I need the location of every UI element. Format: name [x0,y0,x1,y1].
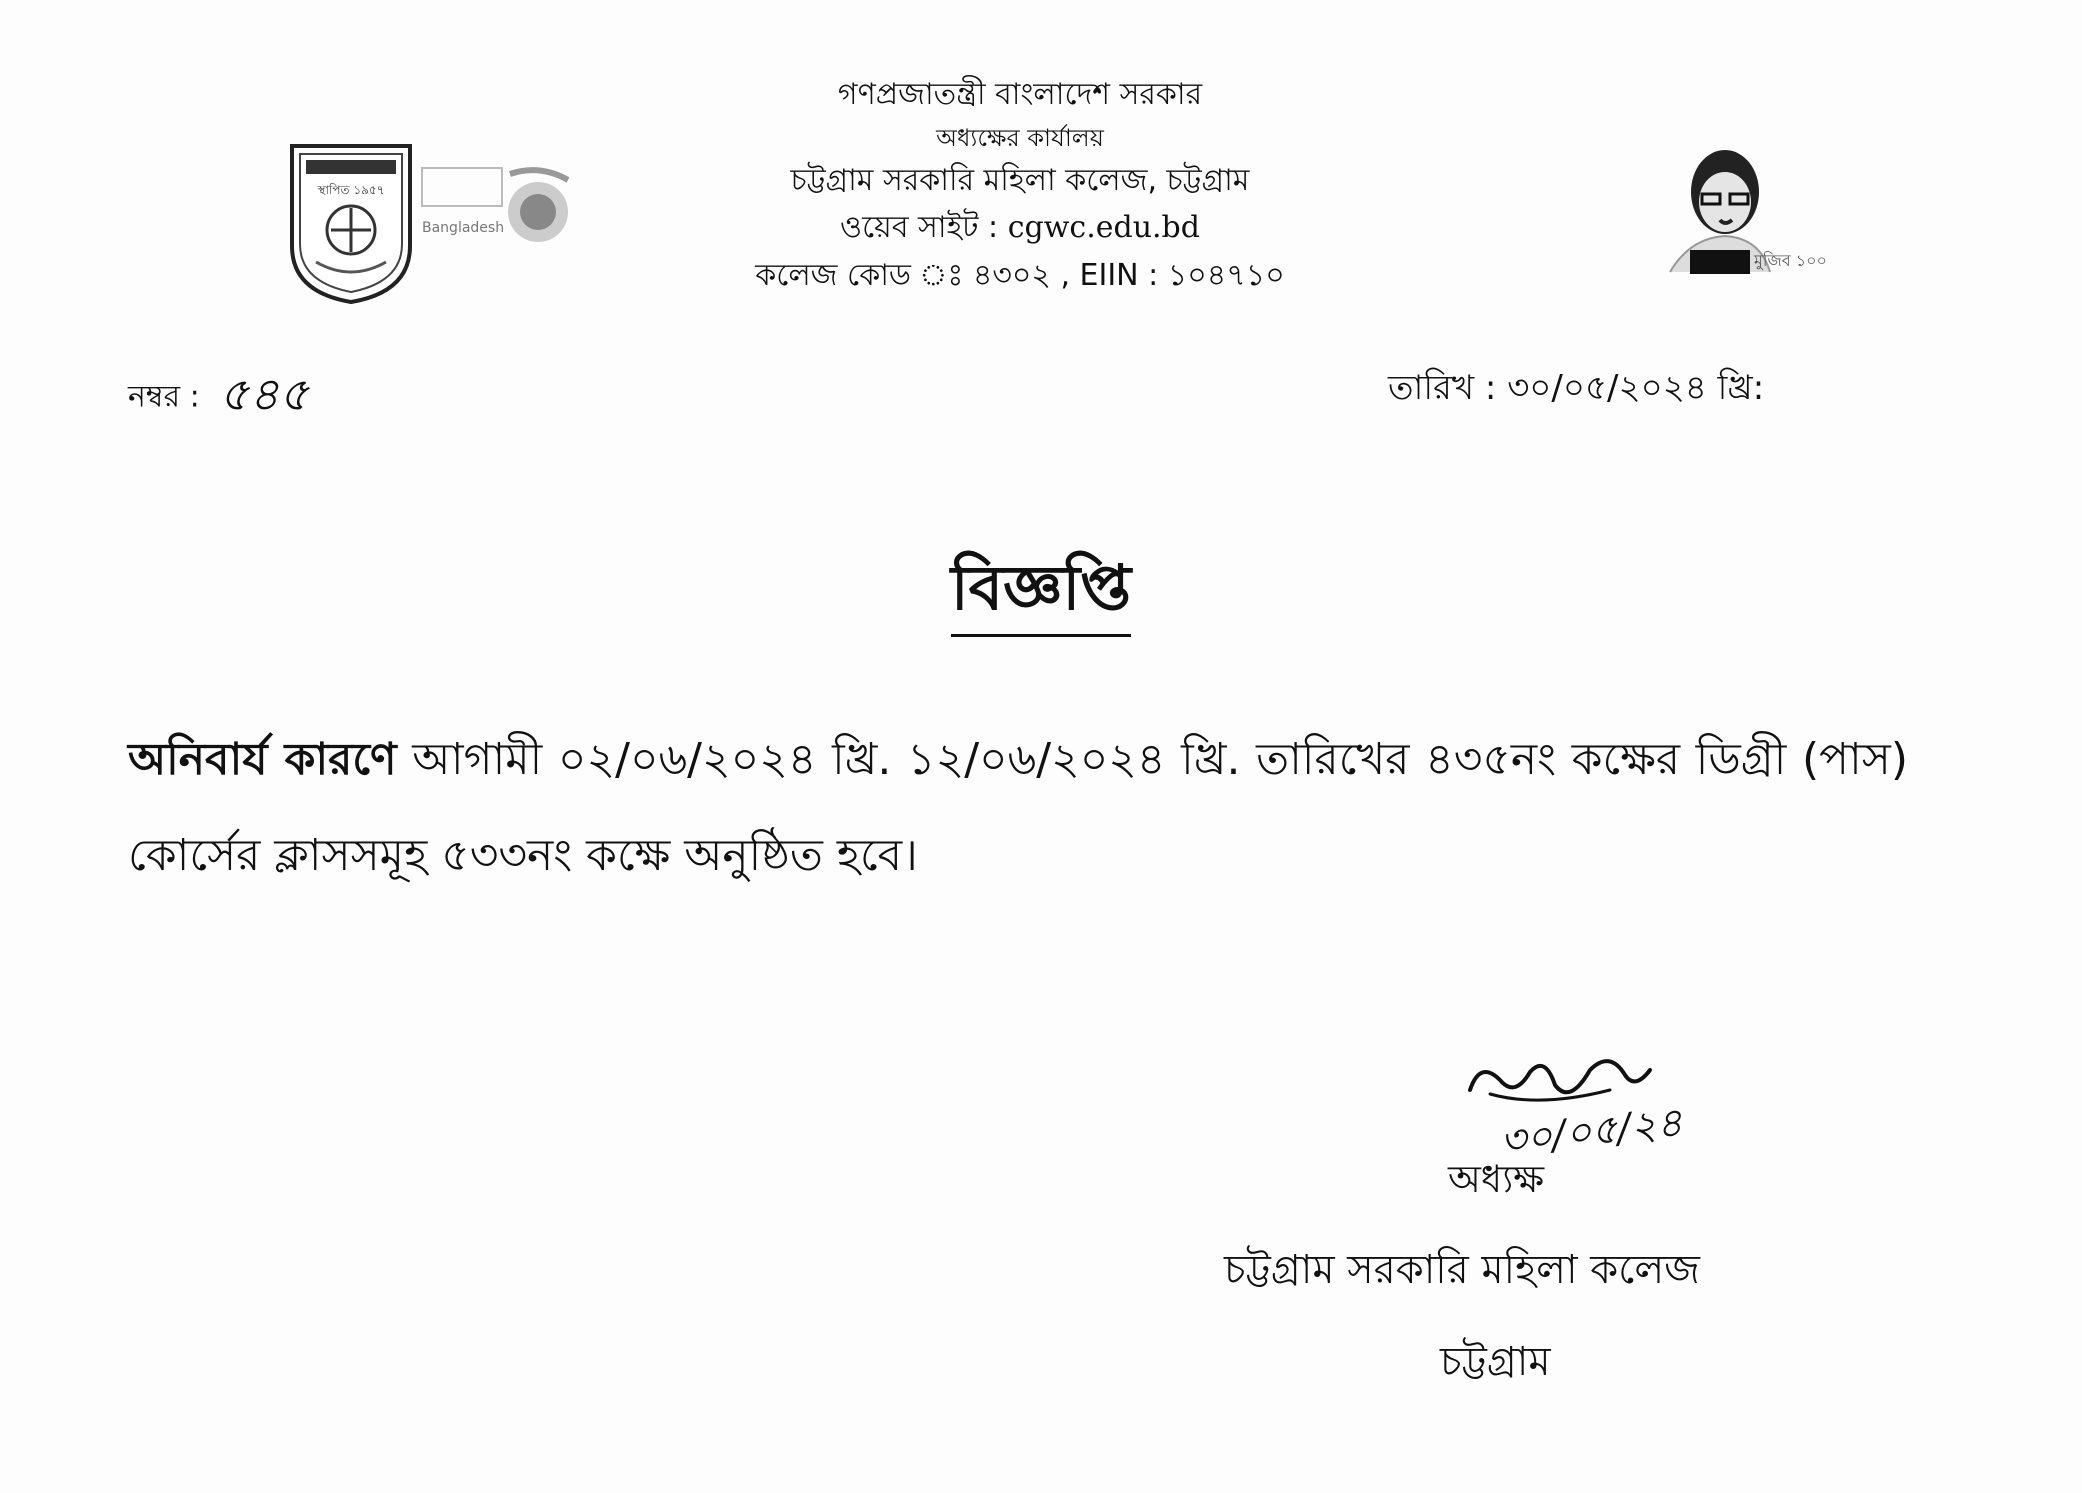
svg-text:স্থাপিত ১৯৫৭: স্থাপিত ১৯৫৭ [317,183,385,197]
notice-body [128,712,1908,904]
notice-text: আগামী ০২/০৬/২০২৪ খ্রি. ১২/০৬/২০২৪ খ্রি. তারিখের ৪৩৫নং কক্ষের ডিগ্রী (পাস) কোর্সের ক্লাসসমূহ ৫৩৩নং কক্ষে অনুষ্ঠিত হবে। [128,734,1908,881]
signature-date: ৩০/০৫/২৪ [1497,1099,1685,1165]
letterhead [640,72,1400,300]
signatory-institution: চট্টগ্রাম সরকারি মহিলা কলেজ [1224,1247,1700,1293]
signatory-city: চট্টগ্রাম [1440,1339,1551,1385]
office-name: অধ্যক্ষের কার্যালয় [936,124,1104,152]
signatory-designation: অধ্যক্ষ [1448,1157,1545,1201]
mujib-100-badge [1650,140,1840,280]
memo-number-value: ৫৪৫ [219,367,309,421]
college-codes: কলেজ কোড ঃ ৪৩০২ , EIIN : ১০৪৭১০ [755,258,1285,293]
svg-text:Bangladesh: Bangladesh [422,220,505,236]
notice-title-wrap [0,548,2082,637]
notice-lead: অনিবার্য কারণে [128,734,397,785]
bangladesh-50-logo [418,160,578,256]
website-line [640,204,1400,252]
memo-number-label: নম্বর : [128,379,200,415]
memo-date: তারিখ : ৩০/০৫/২০২৪ খ্রি: [1388,368,1765,408]
notice-title: বিজ্ঞপ্তি [951,548,1131,637]
memo-number [128,360,309,436]
college-emblem-logo [286,142,416,306]
government-name: গণপ্রজাতন্ত্রী বাংলাদেশ সরকার [837,77,1203,112]
college-name: চট্টগ্রাম সরকারি মহিলা কলেজ, চট্টগ্রাম [790,163,1250,198]
svg-text:মুজিব ১০০: মুজিব ১০০ [1754,251,1827,270]
website-label: ওয়েব সাইট : [840,210,1008,245]
website-url: cgwc.edu.bd [1007,210,1200,245]
